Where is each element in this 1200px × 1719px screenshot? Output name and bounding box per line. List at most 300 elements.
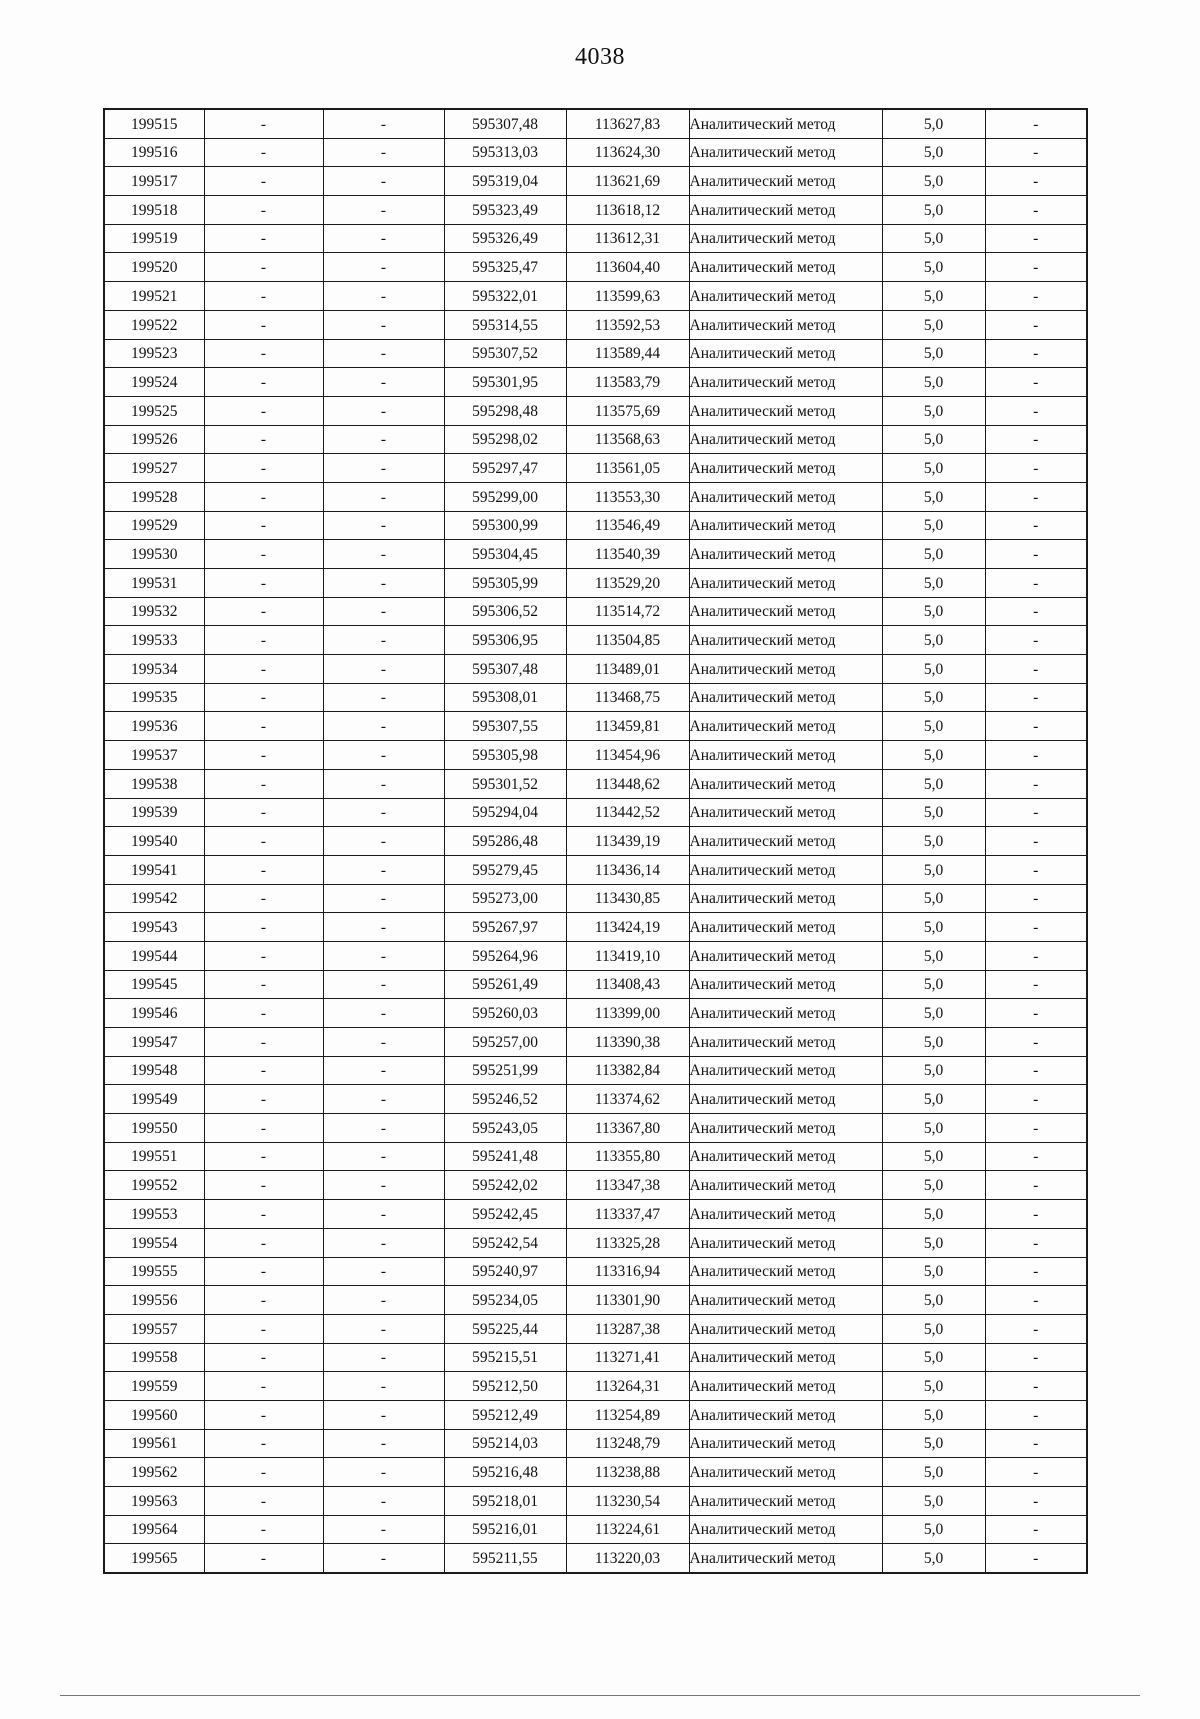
dash-cell: - — [323, 941, 444, 970]
x-coordinate-cell: 595242,02 — [444, 1171, 566, 1200]
accuracy-cell: 5,0 — [882, 1228, 985, 1257]
table-row — [104, 1056, 1087, 1085]
x-coordinate-cell: 595306,52 — [444, 597, 566, 626]
point-number-cell: 199553 — [104, 1200, 204, 1229]
table-row — [104, 425, 1087, 454]
y-coordinate-cell: 113468,75 — [566, 683, 689, 712]
dash-cell: - — [204, 1085, 323, 1114]
table-row — [104, 1343, 1087, 1372]
y-coordinate-cell: 113316,94 — [566, 1257, 689, 1286]
dash-cell: - — [323, 1056, 444, 1085]
accuracy-cell: 5,0 — [882, 1114, 985, 1143]
point-number-cell: 199552 — [104, 1171, 204, 1200]
y-coordinate-cell: 113287,38 — [566, 1314, 689, 1343]
y-coordinate-cell: 113459,81 — [566, 712, 689, 741]
accuracy-cell: 5,0 — [882, 1028, 985, 1057]
x-coordinate-cell: 595267,97 — [444, 913, 566, 942]
method-cell: Аналитический метод — [689, 597, 882, 626]
method-cell: Аналитический метод — [689, 1028, 882, 1057]
dash-cell: - — [323, 1257, 444, 1286]
y-coordinate-cell: 113618,12 — [566, 196, 689, 225]
method-cell: Аналитический метод — [689, 1515, 882, 1544]
dash-cell: - — [323, 1487, 444, 1516]
dash-cell: - — [323, 769, 444, 798]
dash-cell: - — [985, 1458, 1087, 1487]
accuracy-cell: 5,0 — [882, 1142, 985, 1171]
accuracy-cell: 5,0 — [882, 569, 985, 598]
y-coordinate-cell: 113439,19 — [566, 827, 689, 856]
dash-cell: - — [204, 482, 323, 511]
y-coordinate-cell: 113224,61 — [566, 1515, 689, 1544]
dash-cell: - — [204, 999, 323, 1028]
x-coordinate-cell: 595306,95 — [444, 626, 566, 655]
x-coordinate-cell: 595212,49 — [444, 1400, 566, 1429]
table-row — [104, 1114, 1087, 1143]
method-cell: Аналитический метод — [689, 1257, 882, 1286]
point-number-cell: 199544 — [104, 941, 204, 970]
dash-cell: - — [323, 1458, 444, 1487]
table-row — [104, 310, 1087, 339]
table-row — [104, 999, 1087, 1028]
dash-cell: - — [204, 368, 323, 397]
y-coordinate-cell: 113514,72 — [566, 597, 689, 626]
dash-cell: - — [204, 1171, 323, 1200]
dash-cell: - — [985, 224, 1087, 253]
dash-cell: - — [204, 683, 323, 712]
dash-cell: - — [985, 1372, 1087, 1401]
dash-cell: - — [204, 310, 323, 339]
point-number-cell: 199518 — [104, 196, 204, 225]
method-cell: Аналитический метод — [689, 741, 882, 770]
accuracy-cell: 5,0 — [882, 167, 985, 196]
coordinates-table — [103, 108, 1088, 1574]
dash-cell: - — [323, 482, 444, 511]
point-number-cell: 199547 — [104, 1028, 204, 1057]
point-number-cell: 199527 — [104, 454, 204, 483]
dash-cell: - — [204, 1114, 323, 1143]
y-coordinate-cell: 113254,89 — [566, 1400, 689, 1429]
y-coordinate-cell: 113624,30 — [566, 138, 689, 167]
method-cell: Аналитический метод — [689, 282, 882, 311]
accuracy-cell: 5,0 — [882, 368, 985, 397]
x-coordinate-cell: 595307,55 — [444, 712, 566, 741]
accuracy-cell: 5,0 — [882, 827, 985, 856]
x-coordinate-cell: 595307,52 — [444, 339, 566, 368]
dash-cell: - — [204, 454, 323, 483]
y-coordinate-cell: 113374,62 — [566, 1085, 689, 1114]
x-coordinate-cell: 595216,48 — [444, 1458, 566, 1487]
dash-cell: - — [985, 196, 1087, 225]
point-number-cell: 199543 — [104, 913, 204, 942]
point-number-cell: 199554 — [104, 1228, 204, 1257]
method-cell: Аналитический метод — [689, 712, 882, 741]
dash-cell: - — [985, 425, 1087, 454]
table-row — [104, 511, 1087, 540]
y-coordinate-cell: 113599,63 — [566, 282, 689, 311]
accuracy-cell: 5,0 — [882, 1372, 985, 1401]
dash-cell: - — [323, 425, 444, 454]
dash-cell: - — [323, 540, 444, 569]
x-coordinate-cell: 595242,54 — [444, 1228, 566, 1257]
accuracy-cell: 5,0 — [882, 1458, 985, 1487]
table-row — [104, 884, 1087, 913]
method-cell: Аналитический метод — [689, 138, 882, 167]
accuracy-cell: 5,0 — [882, 1085, 985, 1114]
table-row — [104, 1544, 1087, 1573]
x-coordinate-cell: 595279,45 — [444, 855, 566, 884]
dash-cell: - — [323, 655, 444, 684]
dash-cell: - — [985, 1429, 1087, 1458]
dash-cell: - — [204, 1400, 323, 1429]
y-coordinate-cell: 113546,49 — [566, 511, 689, 540]
accuracy-cell: 5,0 — [882, 999, 985, 1028]
y-coordinate-cell: 113424,19 — [566, 913, 689, 942]
x-coordinate-cell: 595323,49 — [444, 196, 566, 225]
dash-cell: - — [204, 1429, 323, 1458]
accuracy-cell: 5,0 — [882, 683, 985, 712]
dash-cell: - — [204, 1257, 323, 1286]
dash-cell: - — [323, 1142, 444, 1171]
dash-cell: - — [204, 1286, 323, 1315]
method-cell: Аналитический метод — [689, 1114, 882, 1143]
dash-cell: - — [204, 1228, 323, 1257]
dash-cell: - — [204, 1343, 323, 1372]
method-cell: Аналитический метод — [689, 1228, 882, 1257]
accuracy-cell: 5,0 — [882, 1286, 985, 1315]
y-coordinate-cell: 113382,84 — [566, 1056, 689, 1085]
dash-cell: - — [323, 913, 444, 942]
accuracy-cell: 5,0 — [882, 282, 985, 311]
dash-cell: - — [985, 511, 1087, 540]
table-row — [104, 655, 1087, 684]
table-row — [104, 913, 1087, 942]
dash-cell: - — [323, 138, 444, 167]
table-row — [104, 798, 1087, 827]
dash-cell: - — [323, 1400, 444, 1429]
dash-cell: - — [985, 282, 1087, 311]
accuracy-cell: 5,0 — [882, 454, 985, 483]
table-row — [104, 1085, 1087, 1114]
accuracy-cell: 5,0 — [882, 339, 985, 368]
accuracy-cell: 5,0 — [882, 1200, 985, 1229]
accuracy-cell: 5,0 — [882, 970, 985, 999]
method-cell: Аналитический метод — [689, 827, 882, 856]
x-coordinate-cell: 595261,49 — [444, 970, 566, 999]
x-coordinate-cell: 595286,48 — [444, 827, 566, 856]
dash-cell: - — [985, 741, 1087, 770]
accuracy-cell: 5,0 — [882, 1400, 985, 1429]
table-row — [104, 769, 1087, 798]
x-coordinate-cell: 595297,47 — [444, 454, 566, 483]
accuracy-cell: 5,0 — [882, 626, 985, 655]
method-cell: Аналитический метод — [689, 798, 882, 827]
dash-cell: - — [323, 1544, 444, 1573]
table-row — [104, 1515, 1087, 1544]
dash-cell: - — [985, 1257, 1087, 1286]
dash-cell: - — [204, 511, 323, 540]
accuracy-cell: 5,0 — [882, 769, 985, 798]
method-cell: Аналитический метод — [689, 482, 882, 511]
x-coordinate-cell: 595234,05 — [444, 1286, 566, 1315]
y-coordinate-cell: 113301,90 — [566, 1286, 689, 1315]
point-number-cell: 199540 — [104, 827, 204, 856]
point-number-cell: 199565 — [104, 1544, 204, 1573]
dash-cell: - — [985, 884, 1087, 913]
dash-cell: - — [323, 1085, 444, 1114]
dash-cell: - — [323, 999, 444, 1028]
table-row — [104, 855, 1087, 884]
method-cell: Аналитический метод — [689, 1171, 882, 1200]
point-number-cell: 199564 — [104, 1515, 204, 1544]
x-coordinate-cell: 595251,99 — [444, 1056, 566, 1085]
dash-cell: - — [323, 1429, 444, 1458]
y-coordinate-cell: 113612,31 — [566, 224, 689, 253]
accuracy-cell: 5,0 — [882, 1056, 985, 1085]
point-number-cell: 199560 — [104, 1400, 204, 1429]
table-row — [104, 1028, 1087, 1057]
dash-cell: - — [985, 999, 1087, 1028]
point-number-cell: 199516 — [104, 138, 204, 167]
y-coordinate-cell: 113347,38 — [566, 1171, 689, 1200]
y-coordinate-cell: 113264,31 — [566, 1372, 689, 1401]
method-cell: Аналитический метод — [689, 1142, 882, 1171]
dash-cell: - — [323, 626, 444, 655]
y-coordinate-cell: 113583,79 — [566, 368, 689, 397]
accuracy-cell: 5,0 — [882, 540, 985, 569]
method-cell: Аналитический метод — [689, 1056, 882, 1085]
dash-cell: - — [323, 1314, 444, 1343]
x-coordinate-cell: 595301,95 — [444, 368, 566, 397]
method-cell: Аналитический метод — [689, 655, 882, 684]
y-coordinate-cell: 113627,83 — [566, 109, 689, 138]
table-row — [104, 569, 1087, 598]
dash-cell: - — [323, 597, 444, 626]
y-coordinate-cell: 113561,05 — [566, 454, 689, 483]
x-coordinate-cell: 595218,01 — [444, 1487, 566, 1516]
point-number-cell: 199525 — [104, 396, 204, 425]
table-row — [104, 1142, 1087, 1171]
method-cell: Аналитический метод — [689, 339, 882, 368]
dash-cell: - — [323, 884, 444, 913]
point-number-cell: 199536 — [104, 712, 204, 741]
y-coordinate-cell: 113454,96 — [566, 741, 689, 770]
dash-cell: - — [985, 798, 1087, 827]
accuracy-cell: 5,0 — [882, 425, 985, 454]
method-cell: Аналитический метод — [689, 310, 882, 339]
method-cell: Аналитический метод — [689, 1286, 882, 1315]
accuracy-cell: 5,0 — [882, 253, 985, 282]
dash-cell: - — [204, 1314, 323, 1343]
dash-cell: - — [204, 1142, 323, 1171]
x-coordinate-cell: 595319,04 — [444, 167, 566, 196]
y-coordinate-cell: 113621,69 — [566, 167, 689, 196]
point-number-cell: 199555 — [104, 1257, 204, 1286]
table-row — [104, 1400, 1087, 1429]
accuracy-cell: 5,0 — [882, 1487, 985, 1516]
point-number-cell: 199557 — [104, 1314, 204, 1343]
y-coordinate-cell: 113399,00 — [566, 999, 689, 1028]
table-row — [104, 482, 1087, 511]
dash-cell: - — [204, 569, 323, 598]
dash-cell: - — [323, 368, 444, 397]
method-cell: Аналитический метод — [689, 884, 882, 913]
dash-cell: - — [204, 1515, 323, 1544]
accuracy-cell: 5,0 — [882, 224, 985, 253]
method-cell: Аналитический метод — [689, 626, 882, 655]
point-number-cell: 199558 — [104, 1343, 204, 1372]
dash-cell: - — [204, 109, 323, 138]
method-cell: Аналитический метод — [689, 109, 882, 138]
dash-cell: - — [985, 1515, 1087, 1544]
x-coordinate-cell: 595257,00 — [444, 1028, 566, 1057]
y-coordinate-cell: 113589,44 — [566, 339, 689, 368]
dash-cell: - — [985, 1114, 1087, 1143]
accuracy-cell: 5,0 — [882, 913, 985, 942]
method-cell: Аналитический метод — [689, 425, 882, 454]
x-coordinate-cell: 595301,52 — [444, 769, 566, 798]
accuracy-cell: 5,0 — [882, 310, 985, 339]
accuracy-cell: 5,0 — [882, 798, 985, 827]
table-row — [104, 253, 1087, 282]
accuracy-cell: 5,0 — [882, 109, 985, 138]
point-number-cell: 199548 — [104, 1056, 204, 1085]
method-cell: Аналитический метод — [689, 683, 882, 712]
dash-cell: - — [985, 167, 1087, 196]
table-row — [104, 167, 1087, 196]
dash-cell: - — [985, 655, 1087, 684]
dash-cell: - — [985, 913, 1087, 942]
y-coordinate-cell: 113553,30 — [566, 482, 689, 511]
table-row — [104, 1458, 1087, 1487]
table-row — [104, 597, 1087, 626]
dash-cell: - — [204, 396, 323, 425]
point-number-cell: 199530 — [104, 540, 204, 569]
accuracy-cell: 5,0 — [882, 1314, 985, 1343]
dash-cell: - — [985, 970, 1087, 999]
point-number-cell: 199562 — [104, 1458, 204, 1487]
point-number-cell: 199528 — [104, 482, 204, 511]
dash-cell: - — [985, 1056, 1087, 1085]
dash-cell: - — [985, 454, 1087, 483]
point-number-cell: 199521 — [104, 282, 204, 311]
point-number-cell: 199529 — [104, 511, 204, 540]
accuracy-cell: 5,0 — [882, 138, 985, 167]
x-coordinate-cell: 595314,55 — [444, 310, 566, 339]
table-body — [104, 109, 1087, 1573]
dash-cell: - — [204, 1544, 323, 1573]
dash-cell: - — [985, 1085, 1087, 1114]
point-number-cell: 199539 — [104, 798, 204, 827]
dash-cell: - — [204, 1028, 323, 1057]
dash-cell: - — [985, 1544, 1087, 1573]
x-coordinate-cell: 595225,44 — [444, 1314, 566, 1343]
dash-cell: - — [204, 827, 323, 856]
x-coordinate-cell: 595325,47 — [444, 253, 566, 282]
y-coordinate-cell: 113568,63 — [566, 425, 689, 454]
dash-cell: - — [985, 1314, 1087, 1343]
method-cell: Аналитический метод — [689, 941, 882, 970]
dash-cell: - — [204, 138, 323, 167]
point-number-cell: 199532 — [104, 597, 204, 626]
point-number-cell: 199535 — [104, 683, 204, 712]
accuracy-cell: 5,0 — [882, 482, 985, 511]
point-number-cell: 199545 — [104, 970, 204, 999]
dash-cell: - — [985, 310, 1087, 339]
dash-cell: - — [985, 1343, 1087, 1372]
dash-cell: - — [323, 511, 444, 540]
y-coordinate-cell: 113529,20 — [566, 569, 689, 598]
x-coordinate-cell: 595298,02 — [444, 425, 566, 454]
method-cell: Аналитический метод — [689, 999, 882, 1028]
y-coordinate-cell: 113355,80 — [566, 1142, 689, 1171]
method-cell: Аналитический метод — [689, 224, 882, 253]
dash-cell: - — [323, 396, 444, 425]
dash-cell: - — [985, 827, 1087, 856]
method-cell: Аналитический метод — [689, 1544, 882, 1573]
y-coordinate-cell: 113220,03 — [566, 1544, 689, 1573]
dash-cell: - — [985, 1200, 1087, 1229]
dash-cell: - — [204, 282, 323, 311]
dash-cell: - — [323, 310, 444, 339]
dash-cell: - — [323, 339, 444, 368]
accuracy-cell: 5,0 — [882, 1429, 985, 1458]
dash-cell: - — [985, 253, 1087, 282]
dash-cell: - — [323, 798, 444, 827]
point-number-cell: 199551 — [104, 1142, 204, 1171]
dash-cell: - — [204, 798, 323, 827]
y-coordinate-cell: 113448,62 — [566, 769, 689, 798]
method-cell: Аналитический метод — [689, 1200, 882, 1229]
dash-cell: - — [323, 109, 444, 138]
accuracy-cell: 5,0 — [882, 1257, 985, 1286]
method-cell: Аналитический метод — [689, 368, 882, 397]
table-row — [104, 626, 1087, 655]
y-coordinate-cell: 113390,38 — [566, 1028, 689, 1057]
y-coordinate-cell: 113504,85 — [566, 626, 689, 655]
point-number-cell: 199515 — [104, 109, 204, 138]
point-number-cell: 199559 — [104, 1372, 204, 1401]
x-coordinate-cell: 595243,05 — [444, 1114, 566, 1143]
dash-cell: - — [323, 1028, 444, 1057]
dash-cell: - — [204, 941, 323, 970]
dash-cell: - — [985, 683, 1087, 712]
point-number-cell: 199541 — [104, 855, 204, 884]
point-number-cell: 199538 — [104, 769, 204, 798]
dash-cell: - — [985, 368, 1087, 397]
dash-cell: - — [323, 1200, 444, 1229]
table-row — [104, 1314, 1087, 1343]
method-cell: Аналитический метод — [689, 769, 882, 798]
y-coordinate-cell: 113442,52 — [566, 798, 689, 827]
x-coordinate-cell: 595264,96 — [444, 941, 566, 970]
accuracy-cell: 5,0 — [882, 511, 985, 540]
dash-cell: - — [323, 253, 444, 282]
point-number-cell: 199526 — [104, 425, 204, 454]
x-coordinate-cell: 595305,98 — [444, 741, 566, 770]
dash-cell: - — [204, 855, 323, 884]
dash-cell: - — [323, 282, 444, 311]
dash-cell: - — [204, 626, 323, 655]
x-coordinate-cell: 595308,01 — [444, 683, 566, 712]
y-coordinate-cell: 113430,85 — [566, 884, 689, 913]
x-coordinate-cell: 595307,48 — [444, 655, 566, 684]
y-coordinate-cell: 113540,39 — [566, 540, 689, 569]
dash-cell: - — [204, 1458, 323, 1487]
dash-cell: - — [985, 1228, 1087, 1257]
dash-cell: - — [204, 913, 323, 942]
x-coordinate-cell: 595304,45 — [444, 540, 566, 569]
table-row — [104, 1372, 1087, 1401]
